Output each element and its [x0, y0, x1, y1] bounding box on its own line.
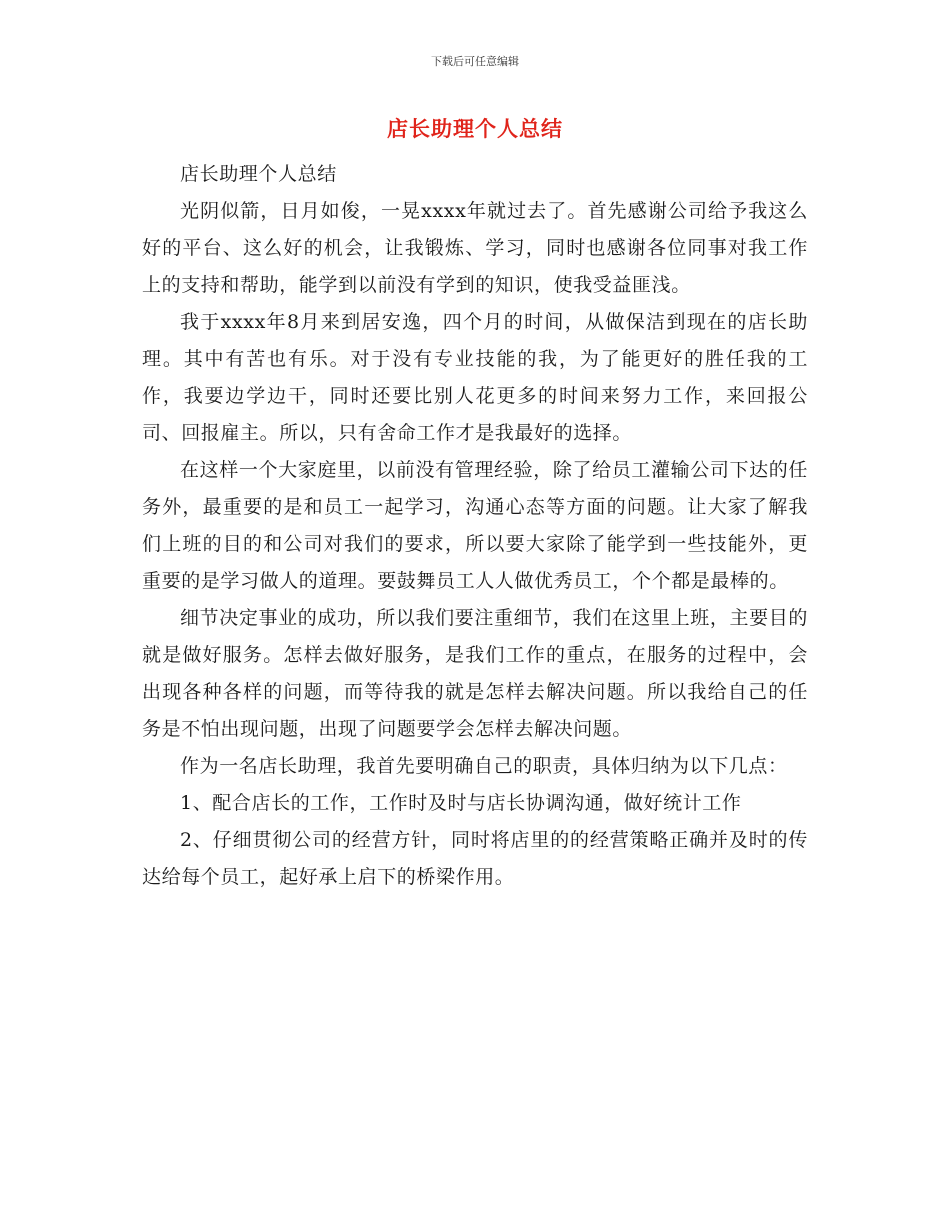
paragraph-details: 细节决定事业的成功，所以我们要注重细节，我们在这里上班，主要目的就是做好服务。怎样去做好服务，是我们工作的重点，在服务的过程中，会出现各种各样的问题，而等待我的就是怎样去解决问题。所以我给自己的任务是不怕出现问题，出现了问题要学会怎样去解决问题。: [142, 607, 808, 740]
paragraph-duty-1: 1、配合店长的工作，工作时及时与店长协调沟通，做好统计工作: [180, 792, 742, 814]
document-title: 店长助理个人总结: [387, 117, 563, 141]
paragraph-intro: 光阴似箭，日月如俊，一晃xxxx年就过去了。首先感谢公司给予我这么好的平台、这么好的机会，让我锻炼、学习，同时也感谢各位同事对我工作上的支持和帮助，能学到以前没有学到的知识，使我受益匪浅。: [142, 200, 808, 296]
paragraph-subtitle: 店长助理个人总结: [180, 163, 337, 185]
paragraph-duties-intro: 作为一名店长助理，我首先要明确自己的职责，具体归纳为以下几点：: [180, 755, 788, 777]
paragraph-team: 在这样一个大家庭里，以前没有管理经验，除了给员工灌输公司下达的任务外，最重要的是和员工一起学习，沟通心态等方面的问题。让大家了解我们上班的目的和公司对我们的要求，所以要大家除了能学到一些技能外，更重要的是学习做人的道理。要鼓舞员工人人做优秀员工，个个都是最棒的。: [142, 459, 808, 592]
paragraph-experience: 我于xxxx年8月来到居安逸，四个月的时间，从做保洁到现在的店长助理。其中有苦也有乐。对于没有专业技能的我，为了能更好的胜任我的工作，我要边学边干，同时还要比别人花更多的时间来努力工作，来回报公司、回报雇主。所以，只有舍命工作才是我最好的选择。: [142, 311, 808, 444]
paragraph-duty-2: 2、仔细贯彻公司的经营方针，同时将店里的的经营策略正确并及时的传达给每个员工，起好承上启下的桥梁作用。: [142, 829, 808, 888]
document-body: [142, 156, 808, 896]
page-header: 下载后可任意编辑: [431, 55, 519, 68]
